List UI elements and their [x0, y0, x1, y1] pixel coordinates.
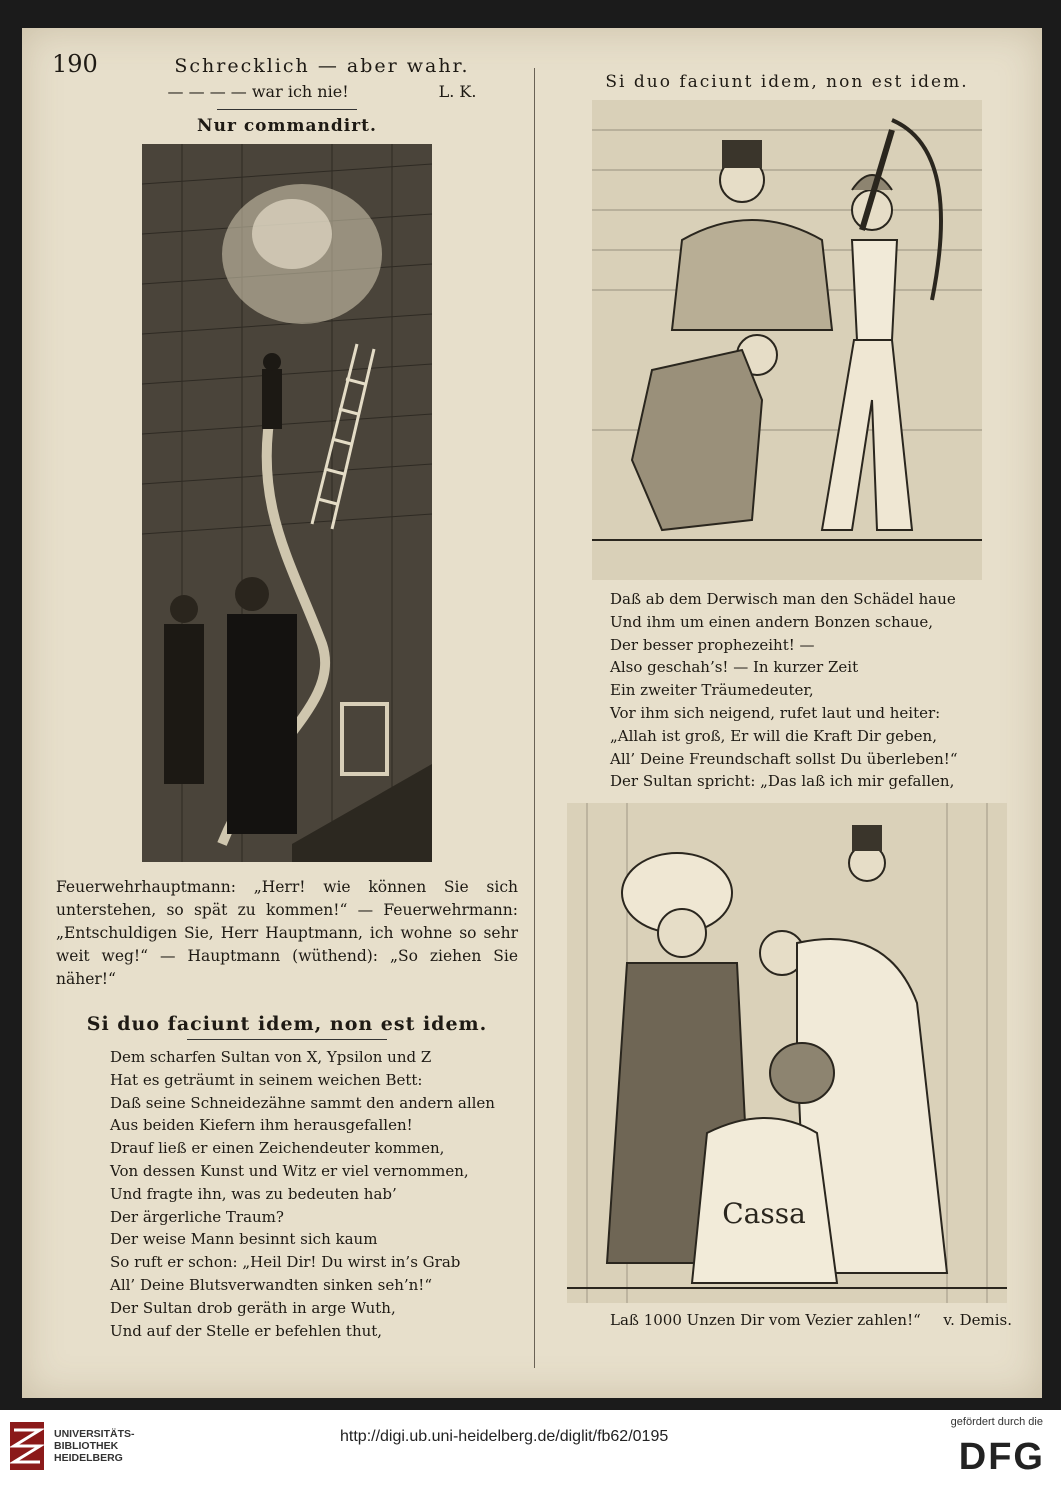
library-crest-icon — [8, 1420, 46, 1472]
author-initials: L. K. — [438, 82, 477, 101]
running-title-left: Schrecklich — aber wahr. — [174, 55, 470, 77]
poem-line: Der weise Mann besinnt sich kaum — [110, 1230, 378, 1249]
story1-caption: Feuerwehrhauptmann: „Herr! wie können Sie sich unterstehen, so spät zu kommen!“ — Feuerwehrmann: „Entschuldigen Sie, Herr Hauptmann, ich wohne so sehr weit weg!“ — Hauptmann (wüthend): „So ziehen Sie näher!“ — [56, 878, 518, 988]
right-column — [552, 50, 1022, 1329]
poem-right — [552, 588, 1022, 793]
poem-line: Aus beiden Kiefern ihm herausgefallen! — [110, 1116, 413, 1135]
sack-label: Cassa — [722, 1197, 806, 1231]
left-column — [52, 50, 522, 1342]
poem-line: Also geschah’s! — In kurzer Zeit — [610, 658, 859, 677]
library-name-line: HEIDELBERG — [54, 1452, 123, 1464]
poem-line: Hat es geträumt in seinem weichen Bett: — [110, 1070, 423, 1089]
poem-line: „Allah ist groß, Er will die Kraft Dir geben, — [610, 726, 937, 745]
poem-line: Von dessen Kunst und Witz er viel vernommen, — [110, 1161, 469, 1180]
cassa-engraving — [567, 803, 1007, 1303]
story2-rule — [187, 1039, 387, 1040]
poem-line: Daß seine Schneidezähne sammt den andern allen — [110, 1093, 495, 1112]
poem-line: Daß ab dem Derwisch man den Schädel haue — [610, 590, 956, 608]
illustration-fire-scene — [142, 144, 432, 862]
library-logo[interactable] — [8, 1420, 135, 1472]
signature: v. Demis. — [943, 1311, 1012, 1330]
poem-line: Dem scharfen Sultan von X, Ypsilon und Z — [110, 1048, 432, 1066]
running-subline-text: — — — — war ich nie! — [167, 82, 349, 101]
story1-title: Nur commandirt. — [197, 116, 377, 136]
poem-line: Der besser prophezeiht! — — [610, 635, 815, 654]
poem-line: Der Sultan drob geräth in arge Wuth, — [110, 1298, 396, 1317]
illustration-cassa — [567, 803, 1007, 1303]
page-number: 190 — [52, 50, 98, 78]
poem-line: Der Sultan spricht: „Das laß ich mir gefallen, — [610, 772, 955, 791]
poem-final-line — [552, 1311, 1022, 1329]
page-header — [52, 50, 522, 78]
permalink[interactable]: http://digi.ub.uni-heidelberg.de/diglit/fb62/0195 — [340, 1428, 669, 1445]
poem-line: Und ihm um einen andern Bonzen schaue, — [610, 612, 934, 631]
poem-line: Vor ihm sich neigend, rufet laut und heiter: — [610, 703, 941, 722]
title-rule — [217, 109, 357, 110]
dfg-logo[interactable]: DFG — [958, 1436, 1045, 1478]
final-verse: Laß 1000 Unzen Dir vom Vezier zahlen!“ — [610, 1311, 921, 1330]
poem-line: All’ Deine Freundschaft sollst Du überleben!“ — [610, 749, 958, 768]
running-subline — [52, 82, 522, 101]
poem-line: Und auf der Stelle er befehlen thut, — [110, 1321, 383, 1340]
digitization-footer — [0, 1410, 1061, 1485]
column-divider — [534, 68, 535, 1368]
poem-line: Der ärgerliche Traum? — [110, 1207, 284, 1226]
story2-title: Si duo faciunt idem, non est idem. — [86, 1013, 488, 1035]
poem-left — [52, 1046, 522, 1342]
poem-line: Ein zweiter Träumedeuter, — [610, 681, 814, 700]
illustration-execution — [592, 100, 982, 580]
execution-engraving — [592, 100, 982, 580]
funding-note: gefördert durch die — [950, 1416, 1043, 1428]
poem-line: So ruft er schon: „Heil Dir! Du wirst in’s Grab — [110, 1253, 461, 1272]
poem-line: Und fragte ihn, was zu bedeuten hab’ — [110, 1184, 397, 1203]
library-name — [54, 1428, 135, 1464]
poem-line: Drauf ließ er einen Zeichendeuter kommen, — [110, 1139, 445, 1158]
book-page — [22, 28, 1042, 1398]
fire-engraving — [142, 144, 432, 862]
poem-line: All’ Deine Blutsverwandten sinken seh’n!“ — [110, 1275, 432, 1294]
library-name-line: BIBLIOTHEK — [54, 1440, 119, 1452]
library-name-line: UNIVERSITÄTS- — [54, 1428, 135, 1440]
running-title-right: Si duo faciunt idem, non est idem. — [605, 72, 969, 92]
